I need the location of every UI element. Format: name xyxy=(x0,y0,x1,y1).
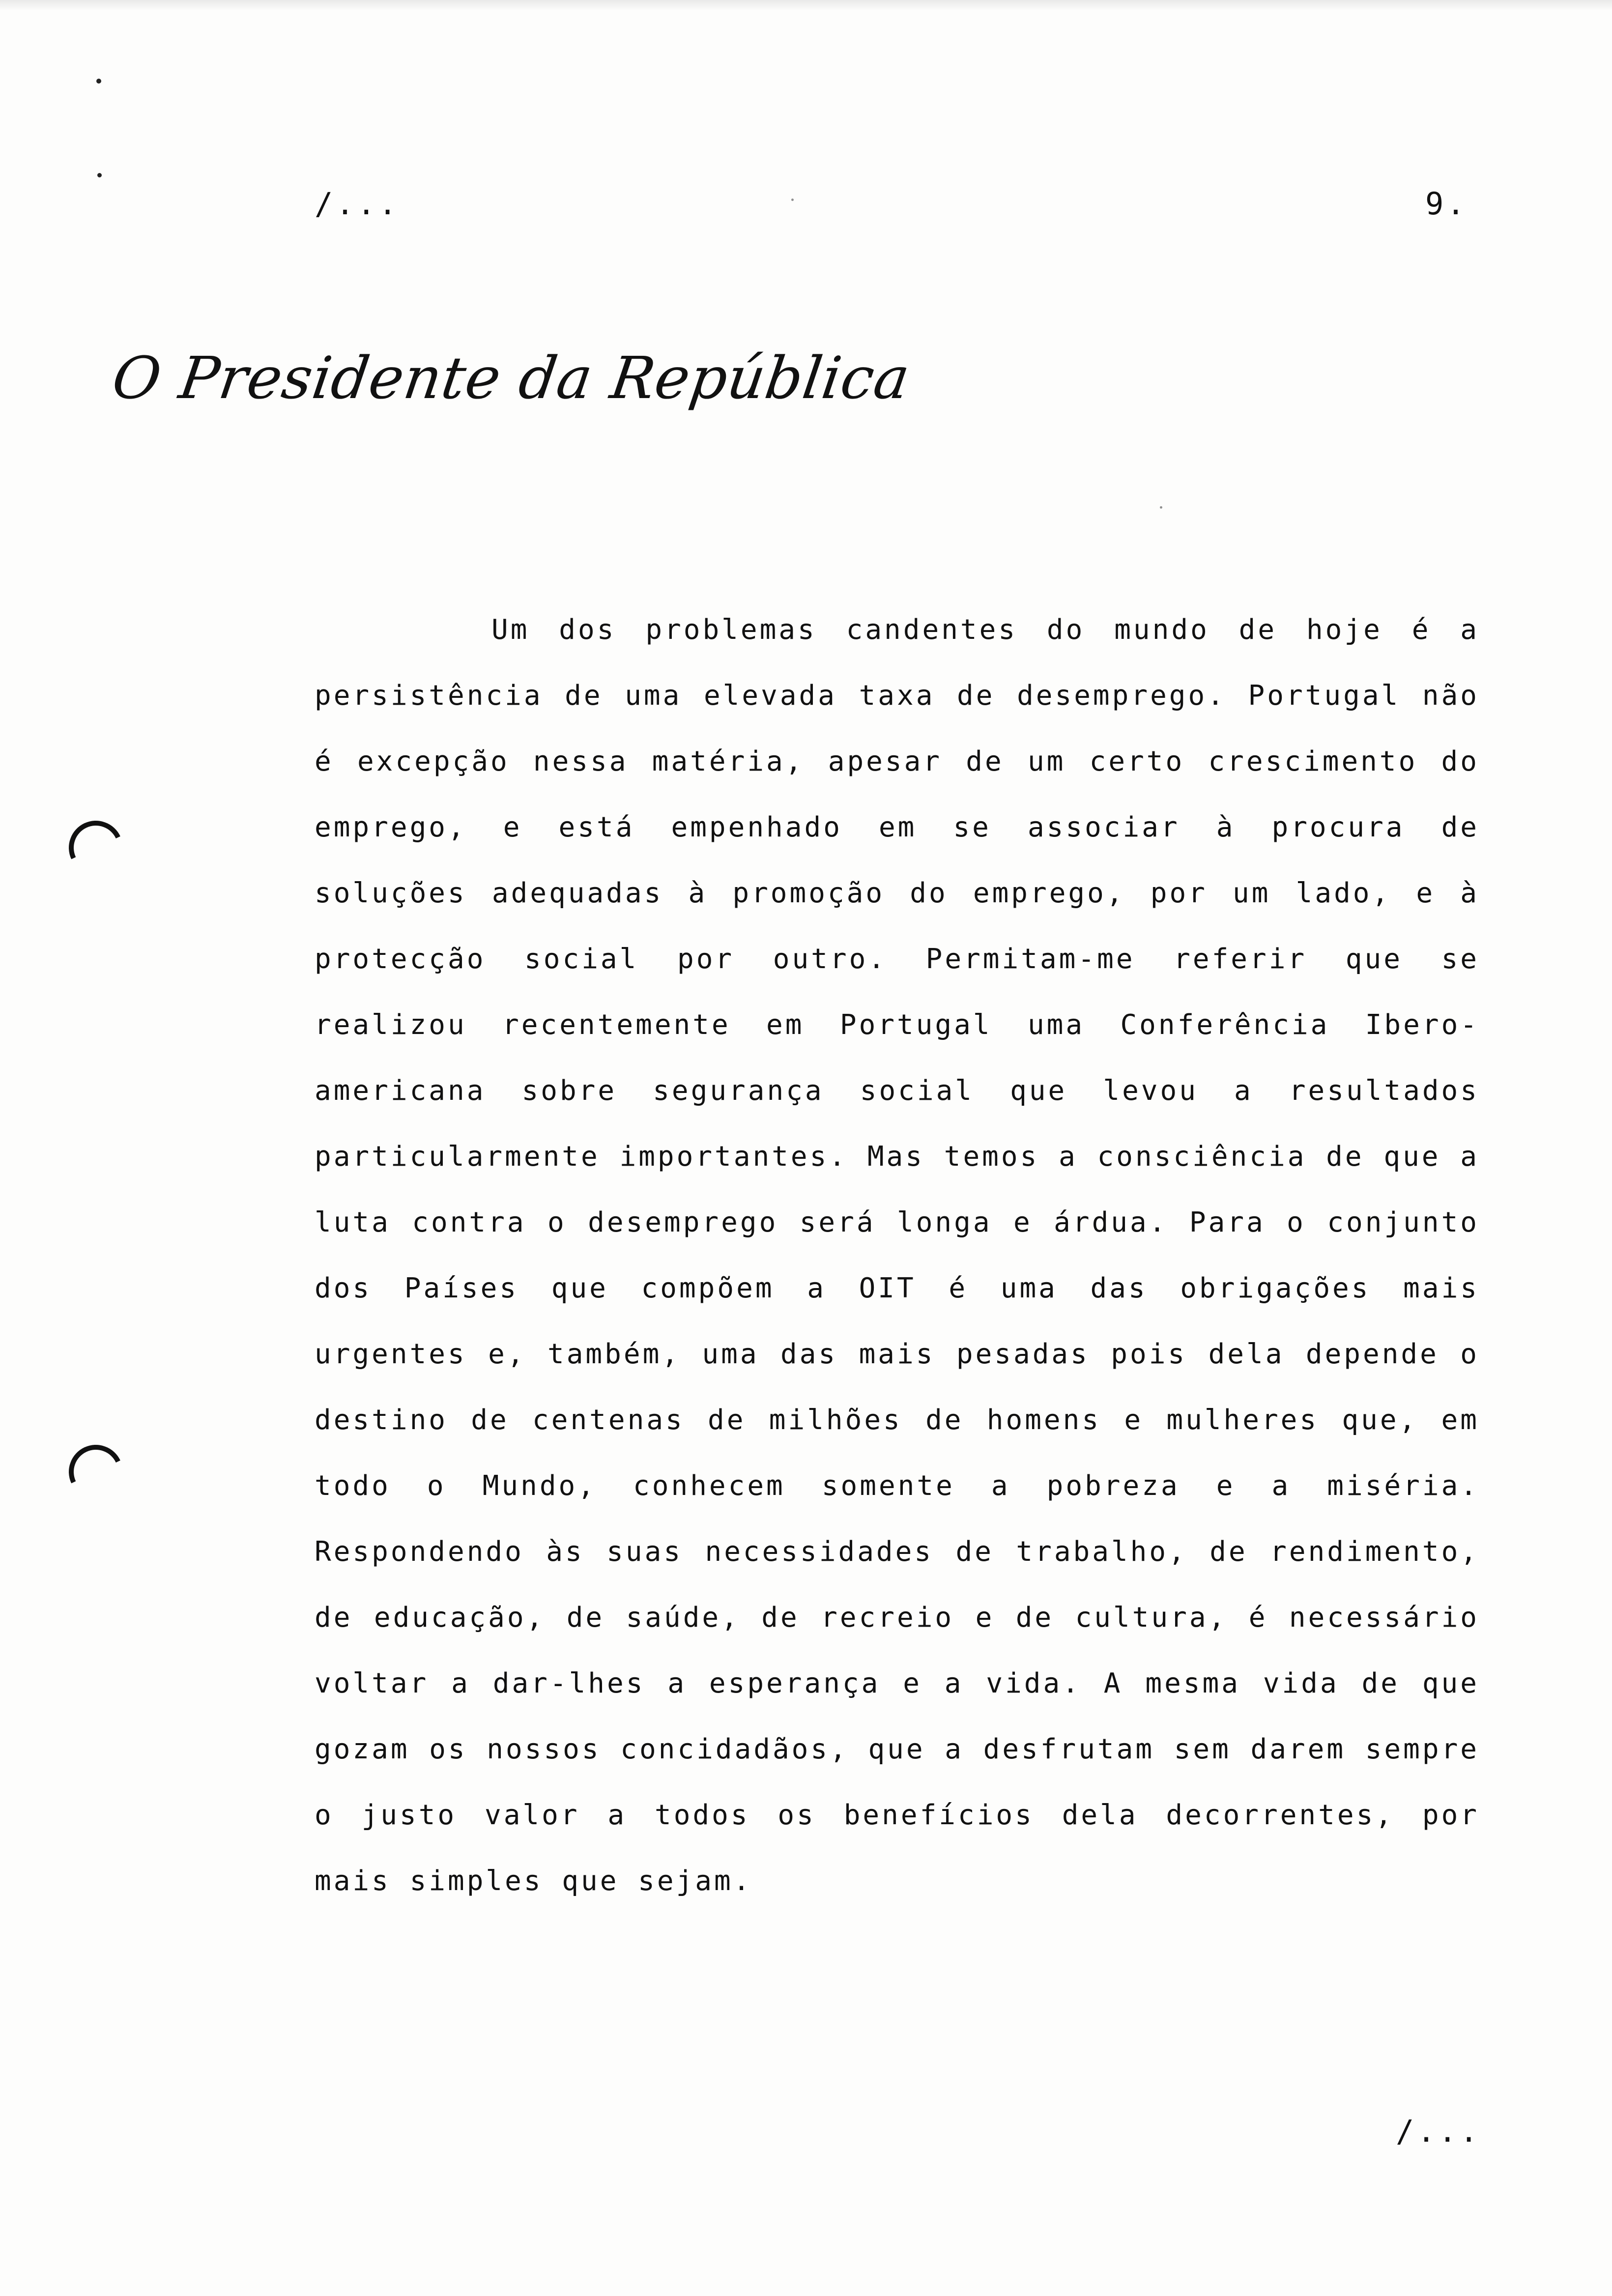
letterhead-title: O Presidente da República xyxy=(108,344,915,412)
punch-hole-mark xyxy=(61,813,131,883)
body-paragraph: Um dos problemas candentes do mundo de hoje é a persistência de uma elevada taxa de desemprego. Portugal não é excepção nessa matéria, apesar de um certo crescimento do emprego, e está empenhado em se associar à procura de soluções adequadas à promoção do emprego, por um lado, e à protecção social por outro. Permitam-me referir que se realizou recentemente em Portugal uma Conferência Ibero-americana sobre segurança social que levou a resultados particularmente importantes. Mas temos a consciência de que a luta contra o desemprego será longa e árdua. Para o conjunto dos Países que compõem a OIT é uma das obrigações mais urgentes e, também, uma das mais pesadas pois dela depende o destino de centenas de milhões de homens e mulheres que, em todo o Mundo, conhecem somente a pobreza e a miséria. Respondendo às suas necessidades de trabalho, de rendimento, de educação, de saúde, de recreio e de cultura, é necessário voltar a dar-lhes a esperança e a vida. A mesma vida de que gozam os nossos concidadãos, que a desfrutam sem darem sempre o justo valor a todos os benefícios dela decorrentes, por mais simples que sejam. xyxy=(315,614,1479,1897)
scan-speck xyxy=(791,199,794,201)
scan-speck xyxy=(97,173,102,177)
page-number: 9. xyxy=(1425,186,1468,222)
punch-hole-mark xyxy=(61,1437,131,1507)
header-continuation-mark: /... xyxy=(315,186,400,222)
scan-top-edge xyxy=(0,0,1612,11)
scan-speck xyxy=(1160,506,1162,509)
scan-speck xyxy=(96,79,101,84)
footer-continuation-mark: /... xyxy=(1396,2113,1481,2149)
